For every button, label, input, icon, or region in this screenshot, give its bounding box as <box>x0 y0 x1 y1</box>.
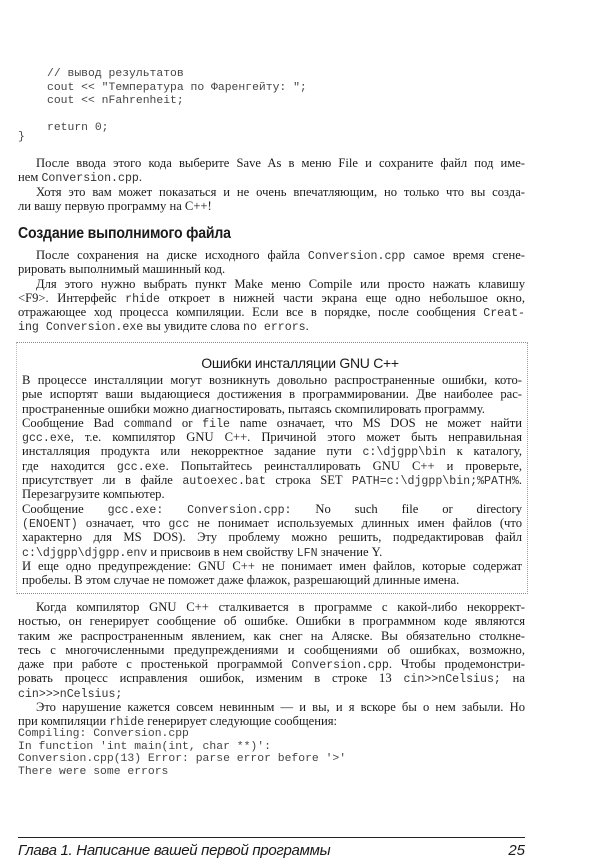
inline-code: rhide <box>125 292 160 306</box>
text-line <box>22 502 522 516</box>
inline-code: ing Conversion.exe <box>18 321 144 335</box>
text-segment: пробелы. В этом случае не поможет даже флажок, разрешающий длинные имена. <box>22 573 460 588</box>
inline-code: gcc.exe: <box>107 503 164 517</box>
footer-divider <box>18 837 525 838</box>
text-segment: И еще одно предупреждение: GNU C++ не понимает имен файлов, которые содержат <box>22 558 522 573</box>
text-line <box>22 573 522 587</box>
text-segment: означает, что <box>77 515 169 530</box>
inline-code: Conversion.cpp <box>307 250 406 263</box>
inline-code: file <box>202 417 230 431</box>
text-line <box>18 156 525 170</box>
text-line <box>22 516 522 530</box>
text-segment: ли вашу первую программу на C++! <box>18 198 212 213</box>
text-line <box>22 459 522 473</box>
text-segment: return 0; <box>47 122 109 135</box>
inline-code: Conversion.cpp <box>291 659 389 673</box>
text-segment: После сохранения на диске исходного файла <box>36 248 308 262</box>
text-segment: к каталогу, <box>445 444 522 459</box>
sidebar-title: Ошибки инсталляции GNU C++ <box>201 355 399 371</box>
text-line <box>18 600 525 614</box>
text-segment: и присвоив в нем свойству <box>147 544 297 559</box>
text-segment: . Попытайтесь реинсталлировать GNU C++ и проверьте, <box>165 458 522 473</box>
code-line <box>18 741 525 754</box>
text-segment: строка SET <box>265 473 352 488</box>
text-line <box>18 262 525 276</box>
code-line <box>47 95 554 109</box>
text-segment: . <box>138 170 143 185</box>
text-line <box>22 387 522 401</box>
text-segment: Когда компилятор GNU C++ сталкивается в программе с какой-либо некоррект- <box>36 600 525 614</box>
text-segment: . Чтобы продемонстри- <box>388 657 525 672</box>
text-segment: cout << "Температура по Фаренгейту: "; <box>47 81 307 94</box>
text-line <box>18 671 525 685</box>
text-segment: отражающее ход процесса компиляции. Если все в порядке, после сообщения <box>18 305 484 320</box>
paragraph-compiler-errors <box>18 600 525 729</box>
text-segment: рые испортят ваши выдающиеся достижения в программировании. Две наиболее рас- <box>22 387 522 402</box>
inline-code: Creat- <box>483 307 525 321</box>
text-segment: пространенные ошибки можно диагностировать, пытаясь скомпилировать программу. <box>22 401 485 416</box>
text-segment: присутствует ли в файле <box>22 473 183 488</box>
text-segment: не понимает используемых длинных имен файлов (что <box>189 515 522 530</box>
text-segment: Сообщение <box>22 501 108 516</box>
inline-code: Conversion.cpp <box>41 172 139 186</box>
text-segment: Для этого нужно выбрать пункт Make меню Compile или просто нажать клавишу <box>36 276 525 291</box>
text-line <box>22 473 522 487</box>
inline-code: no errors <box>243 321 306 335</box>
text-line <box>22 487 522 501</box>
code-line <box>47 109 554 123</box>
text-line <box>18 305 525 319</box>
text-line <box>18 614 525 628</box>
text-segment: . <box>518 473 522 488</box>
text-segment: Сообщение Bad <box>22 415 124 430</box>
text-line <box>18 319 525 333</box>
text-segment: In function 'int main(int, char **)': <box>18 740 271 753</box>
text-segment: После ввода этого кода выберите Save As в меню File и сохраните файл под име- <box>36 156 525 170</box>
inline-code: cin>>nCelsius; <box>403 673 501 687</box>
text-line <box>22 559 522 573</box>
text-line <box>22 444 522 458</box>
text-segment: There were some errors <box>18 765 169 778</box>
text-segment: <F9>. Интерфейс <box>18 290 126 305</box>
text-segment <box>163 502 187 516</box>
text-segment: значение Y. <box>317 544 383 559</box>
text-line <box>18 714 525 728</box>
text-line <box>22 430 522 444</box>
text-segment: нем <box>18 170 42 185</box>
text-segment: таким же распространенным явлением, как снег на Аляске. Вы обязательно столкне- <box>18 628 525 643</box>
inline-code: autoexec.bat <box>182 475 266 489</box>
text-line <box>22 373 522 387</box>
text-line <box>18 170 525 184</box>
code-listing-compiler-output <box>18 728 525 778</box>
text-segment: . <box>305 319 309 334</box>
text-segment: где находится <box>22 458 117 473</box>
text-line <box>22 402 522 416</box>
text-segment: откроет в нижней части экрана еще одно небольшое окно, <box>159 290 525 305</box>
text-segment: name означает, что MS DOS не может найти <box>230 415 522 430</box>
text-segment: вы увидите слова <box>143 319 244 334</box>
inline-code: gcc.exe <box>116 460 166 474</box>
text-segment: при компиляции <box>18 714 110 729</box>
text-line <box>18 700 525 714</box>
text-segment: ровать процесс исправления ошибок, изменим в строке 13 <box>18 671 404 686</box>
text-segment: характерно для MS DOS). Эту проблему можно решить, подредактировав файл <box>22 530 522 545</box>
page-number: 25 <box>508 842 525 859</box>
text-line <box>18 686 525 700</box>
text-segment: тесь с многочисленными предупреждениями и сообщениями об ошибках, возможно, <box>18 642 525 657</box>
inline-code: LFN <box>296 546 318 560</box>
inline-code: Conversion.cpp: <box>187 503 292 517</box>
text-segment: В процессе инсталляции могут возникнуть довольно распространенные ошибки, кото- <box>22 373 522 387</box>
inline-code: cin>>>nCelsius; <box>18 687 123 701</box>
inline-code: c:\djgpp\bin <box>362 446 446 460</box>
sidebar-text <box>22 373 522 587</box>
text-segment: Хотя это вам может показаться и не очень впечатляющим, но только что вы созда- <box>36 184 525 199</box>
code-line: } <box>18 131 25 143</box>
text-segment: даже при работе с простенькой программой <box>18 657 292 672</box>
inline-code: command <box>123 417 173 431</box>
text-line <box>22 416 522 430</box>
code-line <box>18 766 525 779</box>
code-line <box>47 82 554 96</box>
paragraph-build-executable <box>18 248 525 334</box>
code-line <box>47 68 554 82</box>
text-line <box>18 657 525 671</box>
section-heading: Создание выполнимого файла <box>18 225 231 242</box>
text-line <box>18 185 525 199</box>
text-line <box>18 643 525 657</box>
text-segment: инсталляция продукта или некорректное задание пути <box>22 444 363 459</box>
inline-code: c:\djgpp\djgpp.env <box>22 546 148 560</box>
text-segment: Перезагрузите компьютер. <box>22 487 165 502</box>
text-segment: // вывод результатов <box>47 68 184 80</box>
text-segment: cout << nFahrenheit; <box>47 95 184 108</box>
inline-code: rhide <box>109 716 145 730</box>
code-listing-output <box>47 68 554 136</box>
inline-code: gcc.exe <box>22 432 71 446</box>
text-segment: or <box>172 415 203 430</box>
paragraph-save-file <box>18 156 525 213</box>
inline-code: gcc <box>168 517 190 531</box>
inline-code: (ENOENT) <box>22 517 78 531</box>
text-line <box>22 545 522 559</box>
text-segment: ностью, он генерирует сообщение об ошибке. Ошибки в программном коде являются <box>18 614 525 629</box>
code-line <box>18 753 525 766</box>
text-segment: Conversion.cpp(13) Error: parse error before '>' <box>18 753 347 765</box>
text-line <box>18 248 525 262</box>
text-segment: на <box>500 671 526 686</box>
inline-code: PATH=c:\djgpp\bin;%PATH% <box>351 475 519 489</box>
text-segment: No such file or directory <box>291 501 523 516</box>
text-segment: генерирует следующие сообщения: <box>144 714 337 729</box>
text-segment: , т.е. компилятор GNU C++. Причиной этого может быть неправильная <box>70 430 522 445</box>
text-line <box>18 277 525 291</box>
code-line <box>18 728 525 741</box>
footer-chapter-title: Глава 1. Написание вашей первой программы <box>18 842 331 859</box>
text-segment: самое время сгене- <box>405 248 525 262</box>
text-line <box>18 291 525 305</box>
text-segment: Compiling: Conversion.cpp <box>18 728 189 740</box>
text-line <box>18 199 525 213</box>
text-line <box>22 530 522 544</box>
closing-brace <box>18 130 525 144</box>
text-segment: Это нарушение кажется совсем невинным — и вы, и я вскоре бы о нем забыли. Но <box>36 700 525 715</box>
text-segment: рировать выполнимый машинный код. <box>18 262 226 277</box>
text-line <box>18 629 525 643</box>
